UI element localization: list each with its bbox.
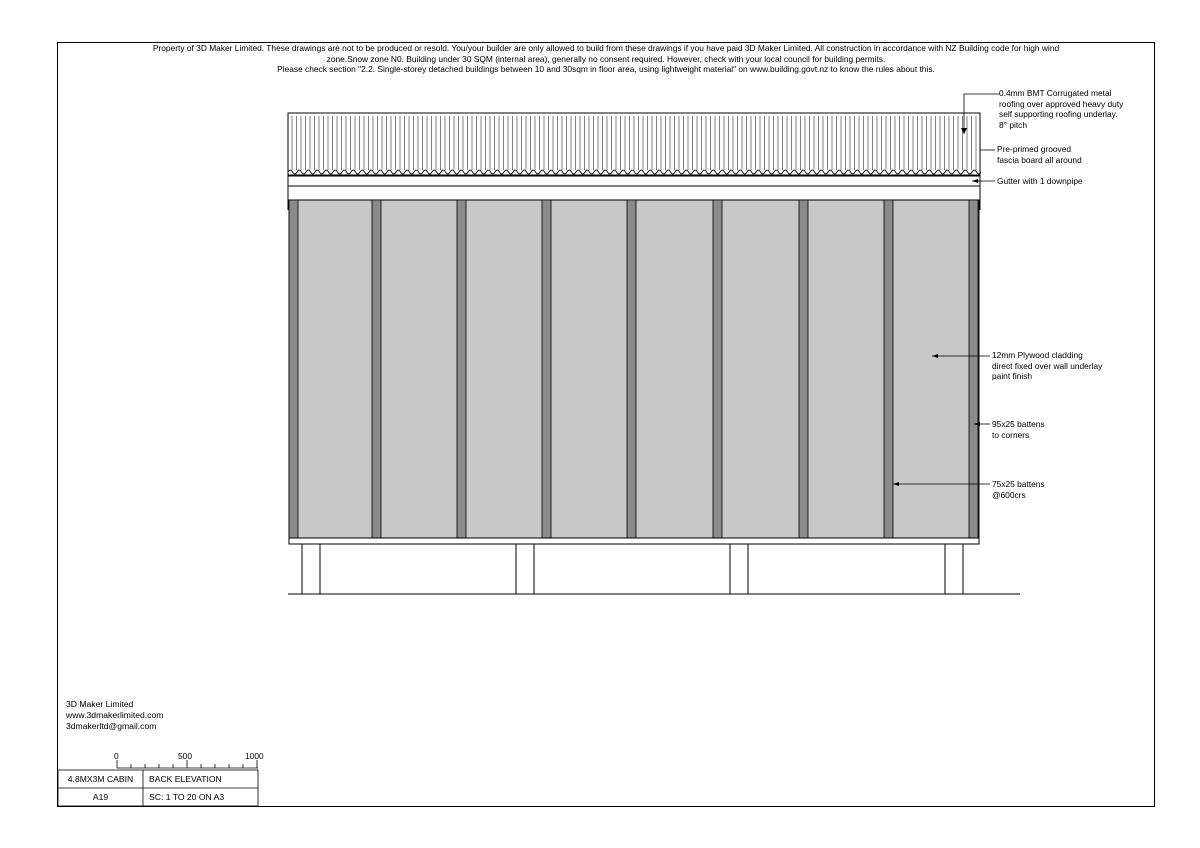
batten [713,200,722,538]
pile [730,544,748,594]
batten [457,200,466,538]
pile [516,544,534,594]
gutter [288,186,980,200]
project-name: 4.8MX3M CABIN [67,774,134,784]
batten [627,200,636,538]
fascia-note: Pre-primed grooved fascia board all around [997,144,1082,165]
title-block [58,770,258,806]
company-email: 3dmakerltd@gmail.com [66,720,157,731]
roofing-note: 0.4mm BMT Corrugated metal roofing over approved heavy duty self supporting roofing underlay. 8° pitch [999,88,1124,130]
notice-line-3: Please check section "2.2. Single-storey detached buildings between 10 and 30sqm in floor area, using lightweight material" on www.building.govt.nz to know the rules about this. [277,64,935,74]
piles [288,544,1020,594]
bottom-plate [289,538,979,544]
corner-batten [289,200,298,538]
pile [302,544,320,594]
batten [372,200,381,538]
cladding-note: 12mm Plywood cladding direct fixed over wall underlay paint finish [992,350,1103,381]
corner-batten [969,200,978,538]
wall [289,200,979,544]
view-name: BACK ELEVATION [149,774,222,784]
gutter-note: Gutter with 1 downpipe [997,176,1083,186]
drawing-scale: SC: 1 TO 20 ON A3 [149,792,225,802]
company-website: www.3dmakerlimited.com [66,709,164,720]
scale-bar [117,760,258,768]
batten [799,200,808,538]
scale-label-1000: 1000 [245,751,264,761]
sheet-number: A19 [92,792,109,802]
scale-label-500: 500 [178,751,192,761]
battens-note: 75x25 battens @600crs [992,479,1045,500]
roof [288,113,981,210]
notice-line-1: Property of 3D Maker Limited. These drawings are not to be produced or resold. You/your builder are only allowed to build from these drawings if you have paid 3D Maker Limited. All construction in accordance with NZ Building code for high wind [152,43,1060,53]
company-info [66,699,163,731]
scale-label-0: 0 [114,751,119,761]
fascia-board [288,176,980,186]
batten [542,200,551,538]
notice-line-2: zone.Snow zone N0. Building under 30 SQM (internal area), generally no consent required. However, check with your local council for building permits. [326,53,886,64]
corner-battens-note: 95x25 battens to corners [992,419,1045,440]
pile [945,544,963,594]
company-name: 3D Maker Limited [66,699,134,709]
batten [884,200,893,538]
